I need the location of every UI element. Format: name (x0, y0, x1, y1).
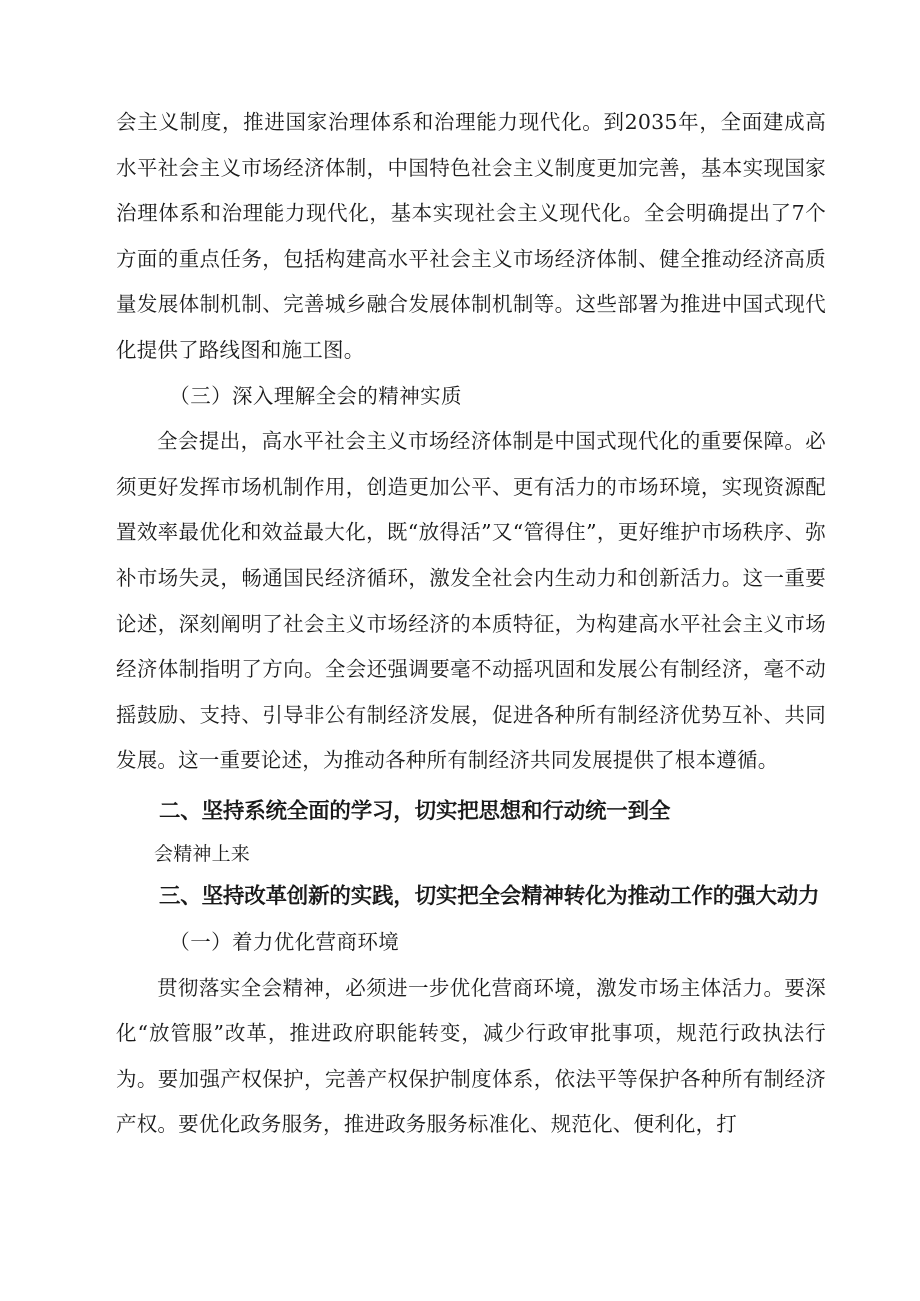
section-heading-two: 二、坚持系统全面的学习，切实把思想和行动统一到全 (159, 798, 671, 824)
sub-heading-one: （一）着力优化营商环境 (169, 929, 400, 954)
sub-heading-three: （三）深入理解全会的精神实质 (169, 383, 462, 408)
section-heading-two-continuation: 会精神上来 (154, 842, 251, 865)
body-paragraph-business-environment: 贯彻落实全会精神，必须进一步优化营商环境，激发市场主体活力。要深化“放管服”改革，推进政府职能转变，减少行政审批事项，规范行政执法行为。要加强产权保护，完善产权保护制度体系，依法平等保护各种所有制经济产权。要优化政务服务，推进政务服务标准化、规范化、便利化，打 (116, 975, 826, 1137)
section-heading-three: 三、坚持改革创新的实践，切实把全会精神转化为推动工作的强大动力 (159, 883, 820, 909)
body-paragraph-spirit: 全会提出，高水平社会主义市场经济体制是中国式现代化的重要保障。必须更好发挥市场机制作用，创造更加公平、更有活力的市场环境，实现资源配置效率最优化和效益最大化，既“放得活”又“管得住”，更好维护市场秩序、弥补市场失灵，畅通国民经济循环，激发全社会内生动力和创新活力。这一重要论述，深刻阐明了社会主义市场经济的本质特征，为构建高水平社会主义市场经济体制指明了方向。全会还强调要毫不动摇巩固和发展公有制经济，毫不动摇鼓励、支持、引导非公有制经济发展，促进各种所有制经济优势互补、共同发展。这一重要论述，为推动各种所有制经济共同发展提供了根本遵循。 (116, 429, 826, 773)
document-body (116, 100, 826, 1148)
body-paragraph-continuation: 会主义制度，推进国家治理体系和治理能力现代化。到2035年，全面建成高水平社会主义市场经济体制，中国特色社会主义制度更加完善，基本实现国家治理体系和治理能力现代化，基本实现社会主义现代化。全会明确提出了7个方面的重点任务，包括构建高水平社会主义市场经济体制、健全推动经济高质量发展体制机制、完善城乡融合发展体制机制等。这些部署为推进中国式现代化提供了路线图和施工图。 (116, 110, 826, 362)
